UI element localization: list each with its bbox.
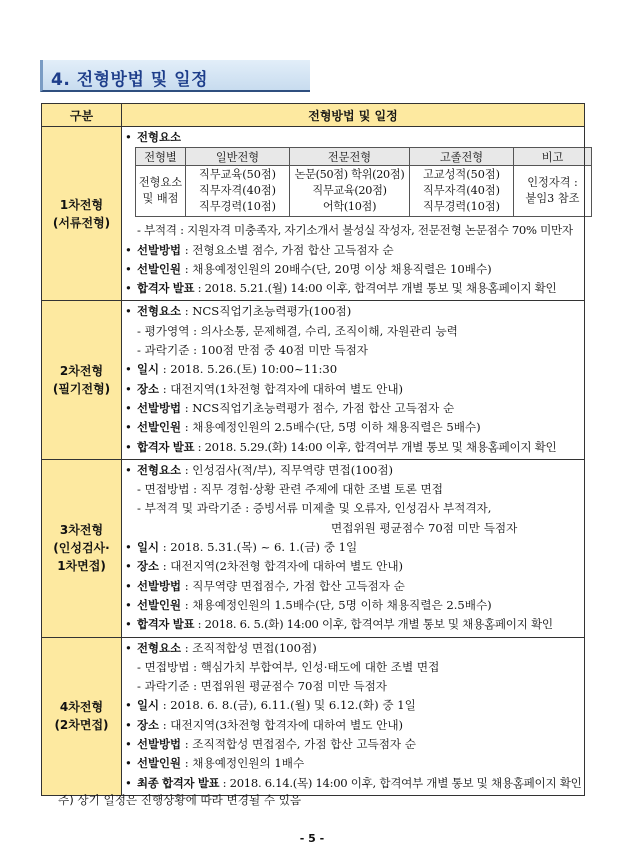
scoring-header-remarks: 비고 [514,148,592,166]
stage2-place: • 장소 : 대전지역(1차전형 합격자에 대하여 별도 안내) [125,380,582,399]
stage4-fail: - 과락기준 : 면접위원 평균점수 70점 미만 득점자 [137,679,387,694]
stage3-date: • 일시 : 2018. 5.31.(목) ~ 6. 1.(금) 중 1일 [125,538,582,557]
scoring-header-specialist: 전문전형 [290,148,410,166]
stage1-result: • 합격자 발표 : 2018. 5.21.(월) 14:00 이후, 합격여부 개별 통보 및 채용홈페이지 확인 [125,279,582,298]
stage3-name: 3차전형 [59,523,104,538]
stage2-count: • 선발인원 : 채용예정인원의 2.5배수(단, 5명 이하 채용직렬은 5배수) [125,418,582,437]
footnote: 주) 상기 일정은 진행상황에 따라 변경될 수 있음 [58,793,302,807]
page-number: - 5 - [299,832,325,845]
stage4-date: • 일시 : 2018. 6. 8.(금), 6.11.(월) 및 6.12.(화) 중 1일 [125,696,582,715]
stage3-elements: • 전형요소 : 인성검사(적/부), 직무역량 면접(100점) [125,461,582,480]
stage3-fail-cont: 면접위원 평균점수 70점 미만 득점자 [331,520,518,535]
stage2-fail: - 과락기준 : 100점 만점 중 40점 미만 득점자 [137,343,368,358]
section-title: 4. 전형방법 및 일정 [51,70,208,90]
stage4-name: 4차전형 [59,700,104,715]
stage1-elements: • 전형요소 [125,128,582,147]
stage1-content [122,127,585,301]
stage2-date: • 일시 : 2018. 5.26.(토) 10:00~11:30 [125,360,582,379]
stage4-count: • 선발인원 : 채용예정인원의 1배수 [125,754,582,773]
stage2-name: 2차전형 [59,364,104,379]
stage3-place: • 장소 : 대전지역(2차전형 합격자에 대하여 별도 안내) [125,557,582,576]
scoring-row-label: 전형요소 및 배점 [136,166,186,217]
stage4-place: • 장소 : 대전지역(3차전형 합격자에 대하여 별도 안내) [125,716,582,735]
stage3-interview: - 면접방법 : 직무 경험·상황 관련 주제에 대한 조별 토론 면접 [137,482,443,497]
scoring-row [136,166,592,217]
stage1-method: • 선발방법 : 전형요소별 점수, 가점 합산 고득점자 순 [125,241,582,260]
stage4-subname: (2차면접) [54,718,109,733]
stage4-elements: • 전형요소 : 조직적합성 면접(100점) [125,639,582,658]
stage3-result: • 합격자 발표 : 2018. 6. 5.(화) 14:00 이후, 합격여부 개별 통보 및 채용홈페이지 확인 [125,615,582,634]
stage2-label [42,301,122,459]
stage1-name: 1차전형 [59,197,104,212]
stage2-subname: (필기전형) [52,382,111,397]
stage3-content [122,459,585,637]
scoring-header-general: 일반전형 [186,148,290,166]
stage3-subname-2: 1차면접) [57,559,106,574]
selection-schedule-table [41,103,585,796]
header-category: 구분 [42,104,122,127]
stage1-disqualify: - 부적격 : 지원자격 미충족자, 자기소개서 불성실 작성자, 전문전형 논문점수 70% 미만자 [137,223,573,238]
stage2-result: • 합격자 발표 : 2018. 5.29.(화) 14:00 이후, 합격여부 개별 통보 및 채용홈페이지 확인 [125,438,582,457]
stage1-count: • 선발인원 : 채용예정인원의 20배수(단, 20명 이상 채용직렬은 10배수) [125,260,582,279]
scoring-remarks: 인정자격 : 붙임3 참조 [514,166,592,217]
stage4-content [122,637,585,795]
stage4-label [42,637,122,795]
stage1-scoring-table [135,147,592,217]
scoring-header-type: 전형별 [136,148,186,166]
scoring-specialist: 논문(50점) 학위(20점) 직무교육(20점) 어학(10점) [290,166,410,217]
stage4-row [42,637,585,795]
stage4-method: • 선발방법 : 조직적합성 면접점수, 가점 합산 고득점자 순 [125,735,582,754]
scoring-general: 직무교육(50점) 직무자격(40점) 직무경력(10점) [186,166,290,217]
scoring-header-highschool: 고졸전형 [410,148,514,166]
stage3-subname: (인성검사· [53,541,110,556]
scoring-header-row [136,148,592,166]
table-header-row [42,104,585,127]
header-method: 전형방법 및 일정 [122,104,585,127]
stage4-interview: - 면접방법 : 핵심가치 부합여부, 인성·태도에 대한 조별 면접 [137,659,440,674]
stage3-label [42,459,122,637]
stage2-content [122,301,585,459]
stage3-fail: - 부적격 및 과락기준 : 증빙서류 미제출 및 오류자, 인성검사 부적격자, [137,501,492,516]
stage3-count: • 선발인원 : 채용예정인원의 1.5배수(단, 5명 이하 채용직렬은 2.5배수) [125,596,582,615]
stage2-area: - 평가영역 : 의사소통, 문제해결, 수리, 조직이해, 자원관리 능력 [137,323,458,338]
stage1-label [42,127,122,301]
stage2-elements: • 전형요소 : NCS직업기초능력평가(100점) [125,302,582,321]
stage1-row [42,127,585,301]
stage3-row [42,459,585,637]
stage4-result: • 최종 합격자 발표 : 2018. 6.14.(목) 14:00 이후, 합격여부 개별 통보 및 채용홈페이지 확인 [125,774,582,793]
scoring-highschool: 고교성적(50점) 직무자격(40점) 직무경력(10점) [410,166,514,217]
stage3-method: • 선발방법 : 직무역량 면접점수, 가점 합산 고득점자 순 [125,577,582,596]
stage2-method: • 선발방법 : NCS직업기초능력평가 점수, 가점 합산 고득점자 순 [125,399,582,418]
stage2-row [42,301,585,459]
stage1-subname: (서류전형) [52,215,111,230]
section-title-bar [40,60,310,92]
